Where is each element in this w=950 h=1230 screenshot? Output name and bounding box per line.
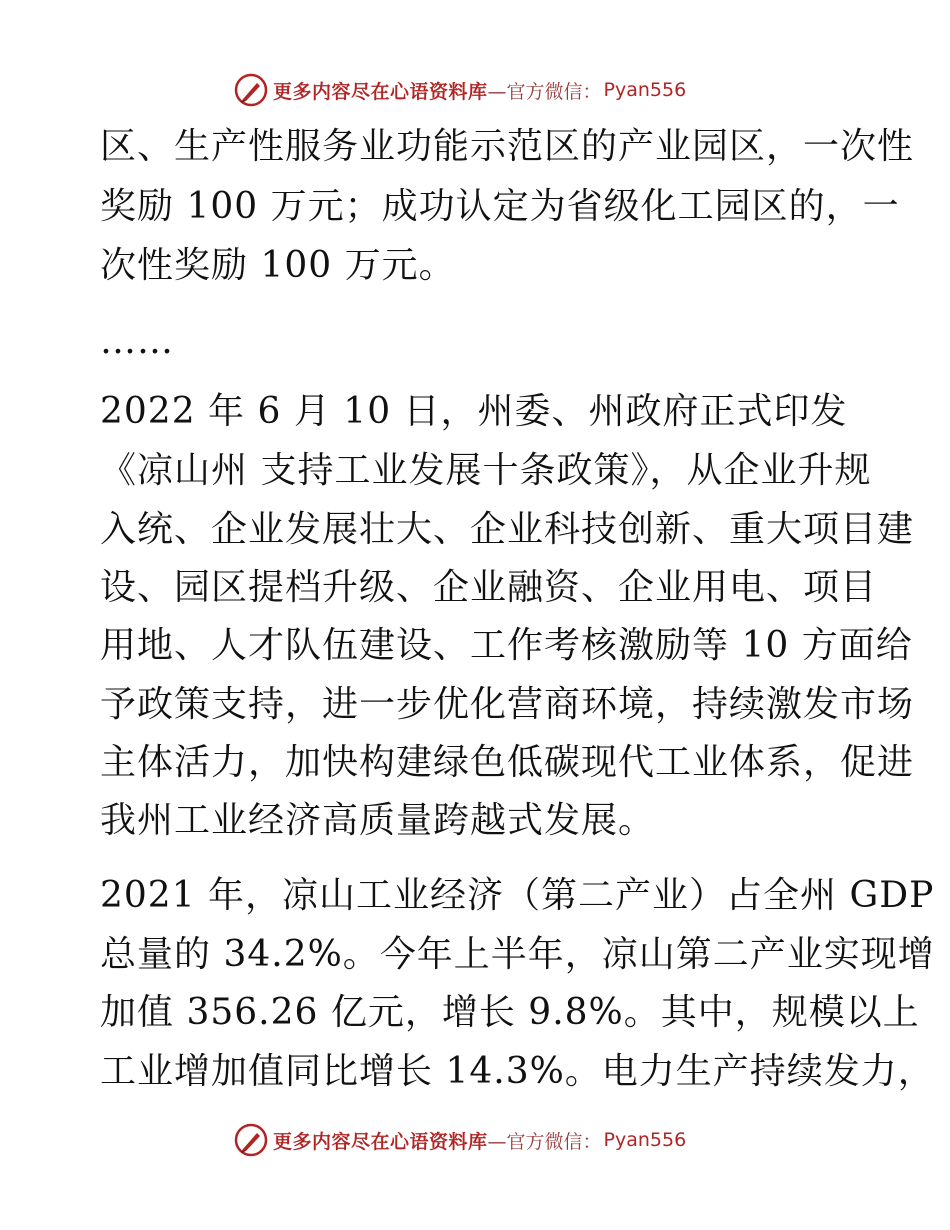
footer-watermark bbox=[233, 1120, 686, 1160]
watermark-sub: —官方微信： bbox=[487, 1130, 602, 1153]
text-line: 我州工业经济高质量跨越式发展。 bbox=[100, 800, 656, 841]
text-line: 加值 356.26 亿元，增长 9.8%。其中，规模以上 bbox=[100, 992, 920, 1033]
text-line: 2021 年，凉山工业经济（第二产业）占全州 GDP bbox=[100, 875, 935, 916]
watermark-text: 更多内容尽在心语资料库 bbox=[273, 80, 488, 103]
text-line: 设、园区提档升级、企业融资、企业用电、项目 bbox=[100, 567, 878, 608]
watermark-wechat-id: Pyan556 bbox=[603, 79, 687, 101]
text-line: 次性奖励 100 万元。 bbox=[100, 245, 456, 286]
watermark-text: 更多内容尽在心语资料库 bbox=[273, 1130, 488, 1153]
text-line: 主体活力，加快构建绿色低碳现代工业体系，促进 bbox=[100, 742, 915, 783]
pen-logo-icon bbox=[233, 1122, 269, 1158]
pen-logo-icon bbox=[233, 72, 269, 108]
text-line: 2022 年 6 月 10 日，州委、州政府正式印发 bbox=[100, 391, 848, 432]
header-watermark bbox=[233, 70, 686, 110]
text-line: 《凉山州 支持工业发展十条政策》，从企业升规 bbox=[100, 450, 872, 491]
watermark-sub: —官方微信： bbox=[487, 80, 602, 103]
text-line: 予政策支持，进一步优化营商环境，持续激发市场 bbox=[100, 684, 915, 725]
watermark-wechat-id: Pyan556 bbox=[603, 1129, 687, 1151]
text-line: 工业增加值同比增长 14.3%。电力生产持续发力， bbox=[100, 1051, 935, 1092]
text-line: 入统、企业发展壮大、企业科技创新、重大项目建 bbox=[100, 509, 915, 550]
text-line: 总量的 34.2%。今年上半年，凉山第二产业实现增 bbox=[100, 934, 935, 975]
text-line: 奖励 100 万元；成功认定为省级化工园区的，一 bbox=[100, 186, 900, 227]
text-line: 区、生产性服务业功能示范区的产业园区，一次性 bbox=[100, 126, 915, 167]
text-line: 用地、人才队伍建设、工作考核激励等 10 方面给 bbox=[100, 625, 913, 666]
ellipsis-line: …… bbox=[100, 321, 174, 362]
